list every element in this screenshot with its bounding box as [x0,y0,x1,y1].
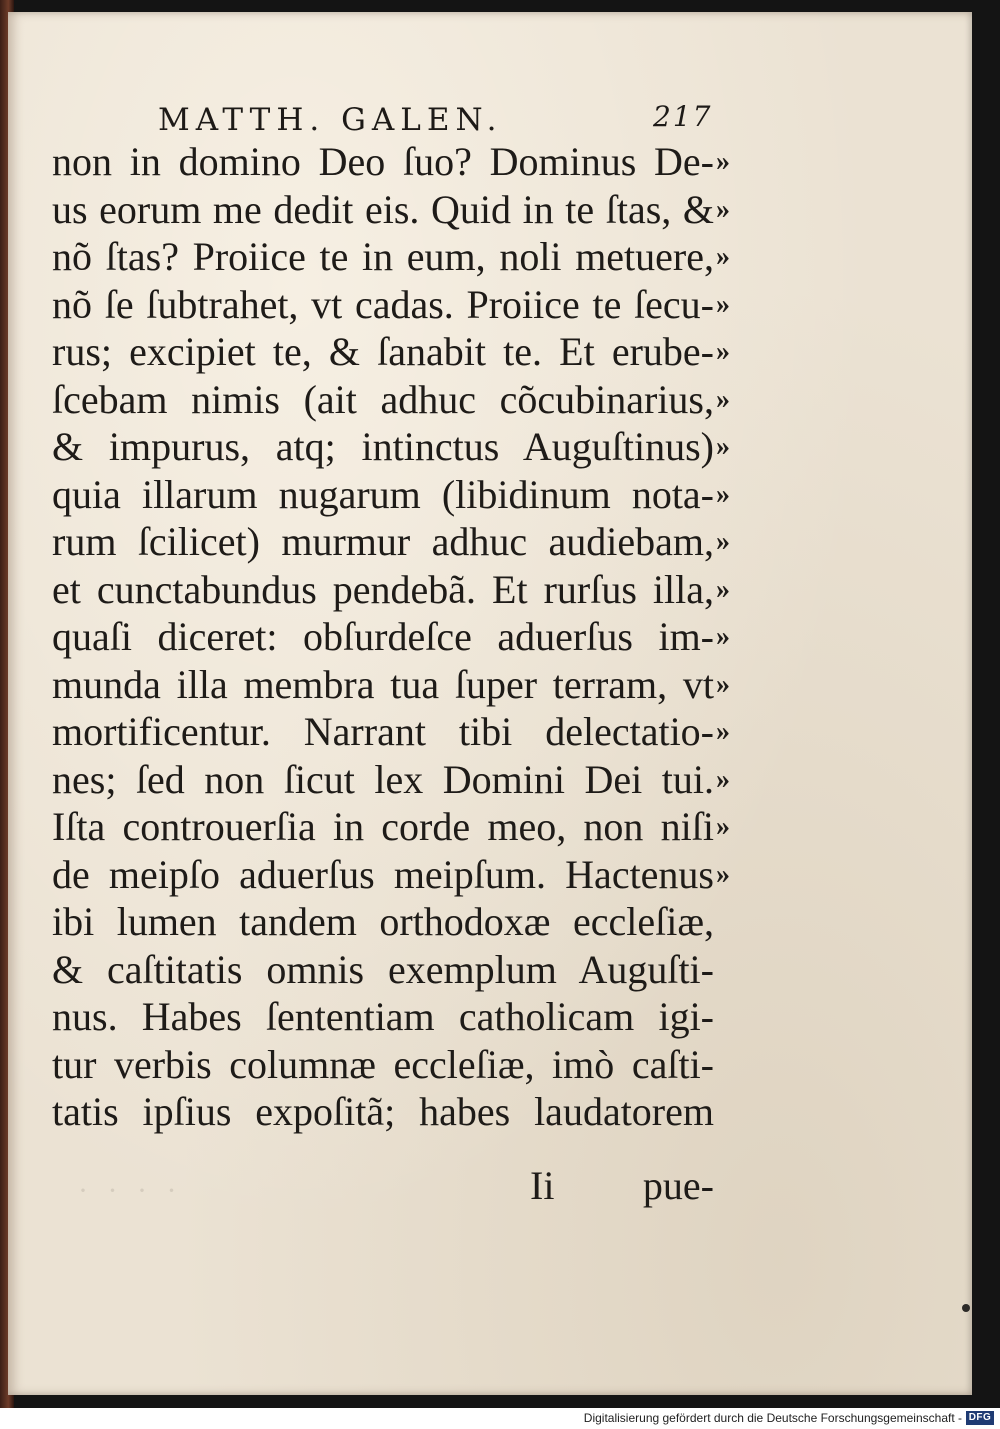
text-line [52,328,772,376]
text-line [52,708,772,756]
line-text: munda illa membra tua ſuper terram, vt [52,661,714,707]
text-line [52,803,772,851]
line-text: et cunctabundus pendebã. Et rurſus illa, [52,566,714,612]
text-line [52,1088,772,1136]
page-number: 217 [653,100,713,133]
catchword: pue- [642,1163,714,1208]
line-text: de meipſo aduerſus meipſum. Hactenus [52,851,714,897]
text-line [52,661,772,709]
line-text: tur verbis columnæ eccleſiæ, imò caſti- [52,1041,714,1087]
line-text: nus. Habes ſententiam catholicam igi- [52,994,714,1039]
text-line [52,946,772,994]
text-line [52,566,772,614]
text-line [52,471,772,519]
line-text: mortificentur. Narrant tibi delectatio- [52,709,714,754]
line-text: & impurus, atq; intinctus Auguſtinus) [52,424,714,469]
line-text: Iſta controuerſia in corde meo, non niſi [52,804,714,849]
line-text: quia illarum nugarum (libidinum nota- [52,471,714,517]
quotation-mark: » [716,383,730,415]
page-footer [52,1162,714,1212]
text-line [52,518,772,566]
line-text: & caſtitatis omnis exemplum Auguſti- [52,946,714,992]
line-text: nõ ſe ſubtrahet, vt cadas. Proiice te ſecu- [52,281,714,327]
line-text: tatis ipſius expoſitã; habes laudatorem [52,1089,714,1134]
funding-bar [0,1408,1000,1429]
line-text: nes; ſed non ſicut lex Domini Dei tui. [52,756,714,802]
quotation-mark: » [716,858,730,890]
running-head: MATTH. GALEN. [158,102,503,138]
quotation-mark: » [716,288,730,320]
quotation-mark: » [716,526,730,557]
quotation-mark: » [716,716,730,747]
line-text: ibi lumen tandem orthodoxæ eccleſiæ, [52,899,714,944]
bleed-through-shadow: · · · · [78,1174,183,1207]
signature-mark: Ii [530,1163,555,1208]
line-text: quaſi diceret: obſurdeſce aduerſus im- [52,614,714,659]
quotation-mark: » [716,193,730,225]
text-line [52,138,772,186]
dfg-logo: DFG [966,1411,994,1425]
line-text: ſcebam nimis (ait adhuc cõcubinarius, [52,376,714,422]
quotation-mark: » [716,621,730,652]
quotation-mark: » [716,573,730,605]
line-text: nõ ſtas? Proiice te in eum, noli metuere, [52,234,714,279]
quotation-mark: » [716,478,730,510]
text-line [52,756,772,804]
text-line [52,376,772,424]
line-text: us eorum me dedit eis. Quid in te ſtas, & [52,186,714,232]
line-text: rus; excipiet te, & ſanabit te. Et erube- [52,329,714,374]
text-line [52,423,772,471]
line-text: rum ſcilicet) murmur adhuc audiebam, [52,519,714,564]
line-text: non in domino Deo ſuo? Dominus De- [52,139,714,184]
text-line [52,281,772,329]
quotation-mark: » [716,811,730,842]
text-line [52,851,772,899]
text-block [52,138,772,1136]
quotation-mark: » [716,763,730,795]
ink-speck [962,1304,970,1312]
text-line [52,186,772,234]
funding-note: Digitalisierung gefördert durch die Deutsche Forschungsgemeinschaft - [583,1411,962,1425]
text-line [52,1041,772,1089]
quotation-mark: » [716,431,730,462]
text-line [52,898,772,946]
quotation-mark: » [716,241,730,272]
text-line [52,613,772,661]
book-page [8,12,972,1395]
quotation-mark: » [716,668,730,700]
quotation-mark: » [716,336,730,367]
quotation-mark: » [716,146,730,177]
text-line [52,233,772,281]
text-line [52,993,772,1041]
